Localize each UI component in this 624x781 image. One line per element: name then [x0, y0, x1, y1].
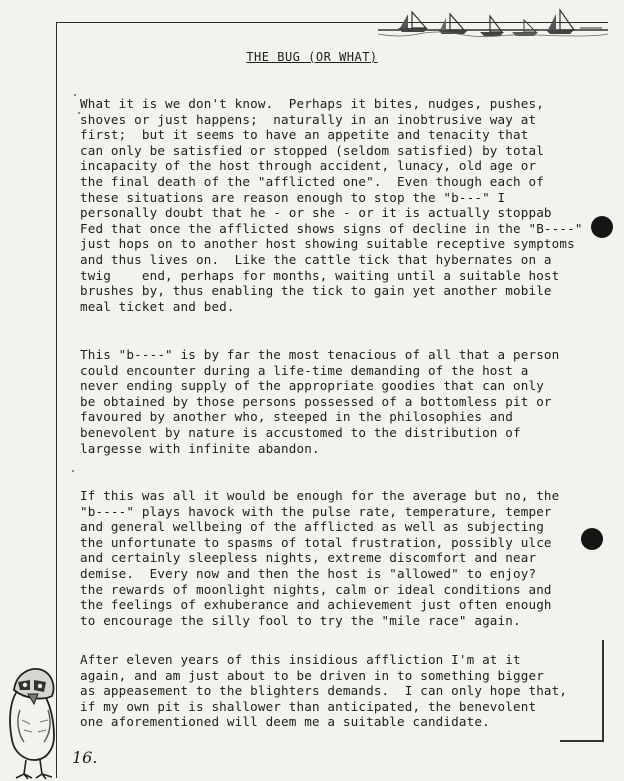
- text-line: meal ticket and bed.: [80, 298, 235, 314]
- text-line: Fed that once the afflicted shows signs of decline in the "B----": [80, 220, 583, 236]
- text-line: favoured by another who, steeped in the philosophies and: [80, 409, 513, 425]
- text-line: brushes by, thus enabling the tick to gain yet another mobile: [80, 283, 552, 299]
- text-line: these situations are reason enough to stop the "b---" I: [80, 189, 506, 205]
- text-line: twig end, perhaps for months, waiting until a suitable host: [80, 267, 560, 283]
- text-line: What it is we don't know. Perhaps it bites, nudges, pushes,: [80, 96, 544, 111]
- text-line: can only be satisfied or stopped (seldom satisfied) by total: [80, 142, 544, 158]
- text-line: again, and am just about to be driven in to something bigger: [80, 667, 544, 683]
- text-line: demise. Every now and then the host is "allowed" to enjoy?: [80, 565, 537, 581]
- scan-speck: [74, 94, 76, 96]
- text-line: just hops on to another host showing suitable receptive symptoms: [80, 236, 575, 252]
- text-line: "b----" plays havock with the pulse rate, temperature, temper: [80, 503, 552, 519]
- text-line: the final death of the "afflicted one". Even though each of: [80, 173, 544, 189]
- cartoon-bird-illustration: [0, 660, 74, 781]
- punch-hole-icon: [581, 528, 603, 550]
- text-line: be obtained by those persons possessed of a bottomless pit or: [80, 393, 552, 409]
- scan-speck: [78, 112, 80, 114]
- sailing-boats-illustration: [378, 6, 608, 46]
- paragraph-3: [80, 488, 620, 628]
- paragraph-2: [80, 347, 620, 456]
- text-line: After eleven years of this insidious affliction I'm at it: [80, 652, 521, 667]
- paragraph-4: [80, 652, 620, 730]
- scan-speck: [72, 470, 74, 472]
- text-line: largesse with infinite abandon.: [80, 440, 320, 456]
- text-line: incapacity of the host through accident, lunacy, old age or: [80, 158, 537, 174]
- text-line: If this was all it would be enough for the average but no, the: [80, 488, 560, 503]
- text-line: shoves or just happens; naturally in an inobtrusive way at: [80, 111, 537, 127]
- text-line: first; but it seems to have an appetite and tenacity that: [80, 127, 529, 143]
- text-line: never ending supply of the appropriate goodies that can only: [80, 378, 544, 394]
- paragraph-1: [80, 96, 620, 314]
- page-title: THE BUG (OR WHAT): [246, 50, 378, 64]
- text-line: one aforementioned will deem me a suitable candidate.: [80, 714, 490, 730]
- text-line: if my own pit is shallower than anticipated, the benevolent: [80, 698, 537, 714]
- punch-hole-icon: [591, 216, 613, 238]
- text-line: the rewards of moonlight nights, calm or ideal conditions and: [80, 581, 552, 597]
- text-line: personally doubt that he - or she - or it is actually stoppab: [80, 205, 552, 221]
- text-line: This "b----" is by far the most tenacious of all that a person: [80, 347, 560, 362]
- text-line: and certainly sleepless nights, extreme discomfort and near: [80, 550, 537, 566]
- page-number: 16.: [72, 748, 98, 767]
- text-line: to encourage the silly fool to try the "mile race" again.: [80, 612, 521, 628]
- text-line: could encounter during a life-time demanding of the host a: [80, 362, 529, 378]
- text-line: as appeasement to the blighters demands. I can only hope that,: [80, 683, 568, 699]
- text-line: and general wellbeing of the afflicted as well as subjecting: [80, 519, 544, 535]
- text-line: benevolent by nature is accustomed to the distribution of: [80, 424, 521, 440]
- box-bottom-rule: [560, 740, 604, 742]
- text-line: the unfortunate to spasms of total frustration, possibly ulce: [80, 534, 552, 550]
- text-line: and thus lives on. Like the cattle tick that hybernates on a: [80, 251, 552, 267]
- text-line: the feelings of exhuberance and achievement just often enough: [80, 597, 552, 613]
